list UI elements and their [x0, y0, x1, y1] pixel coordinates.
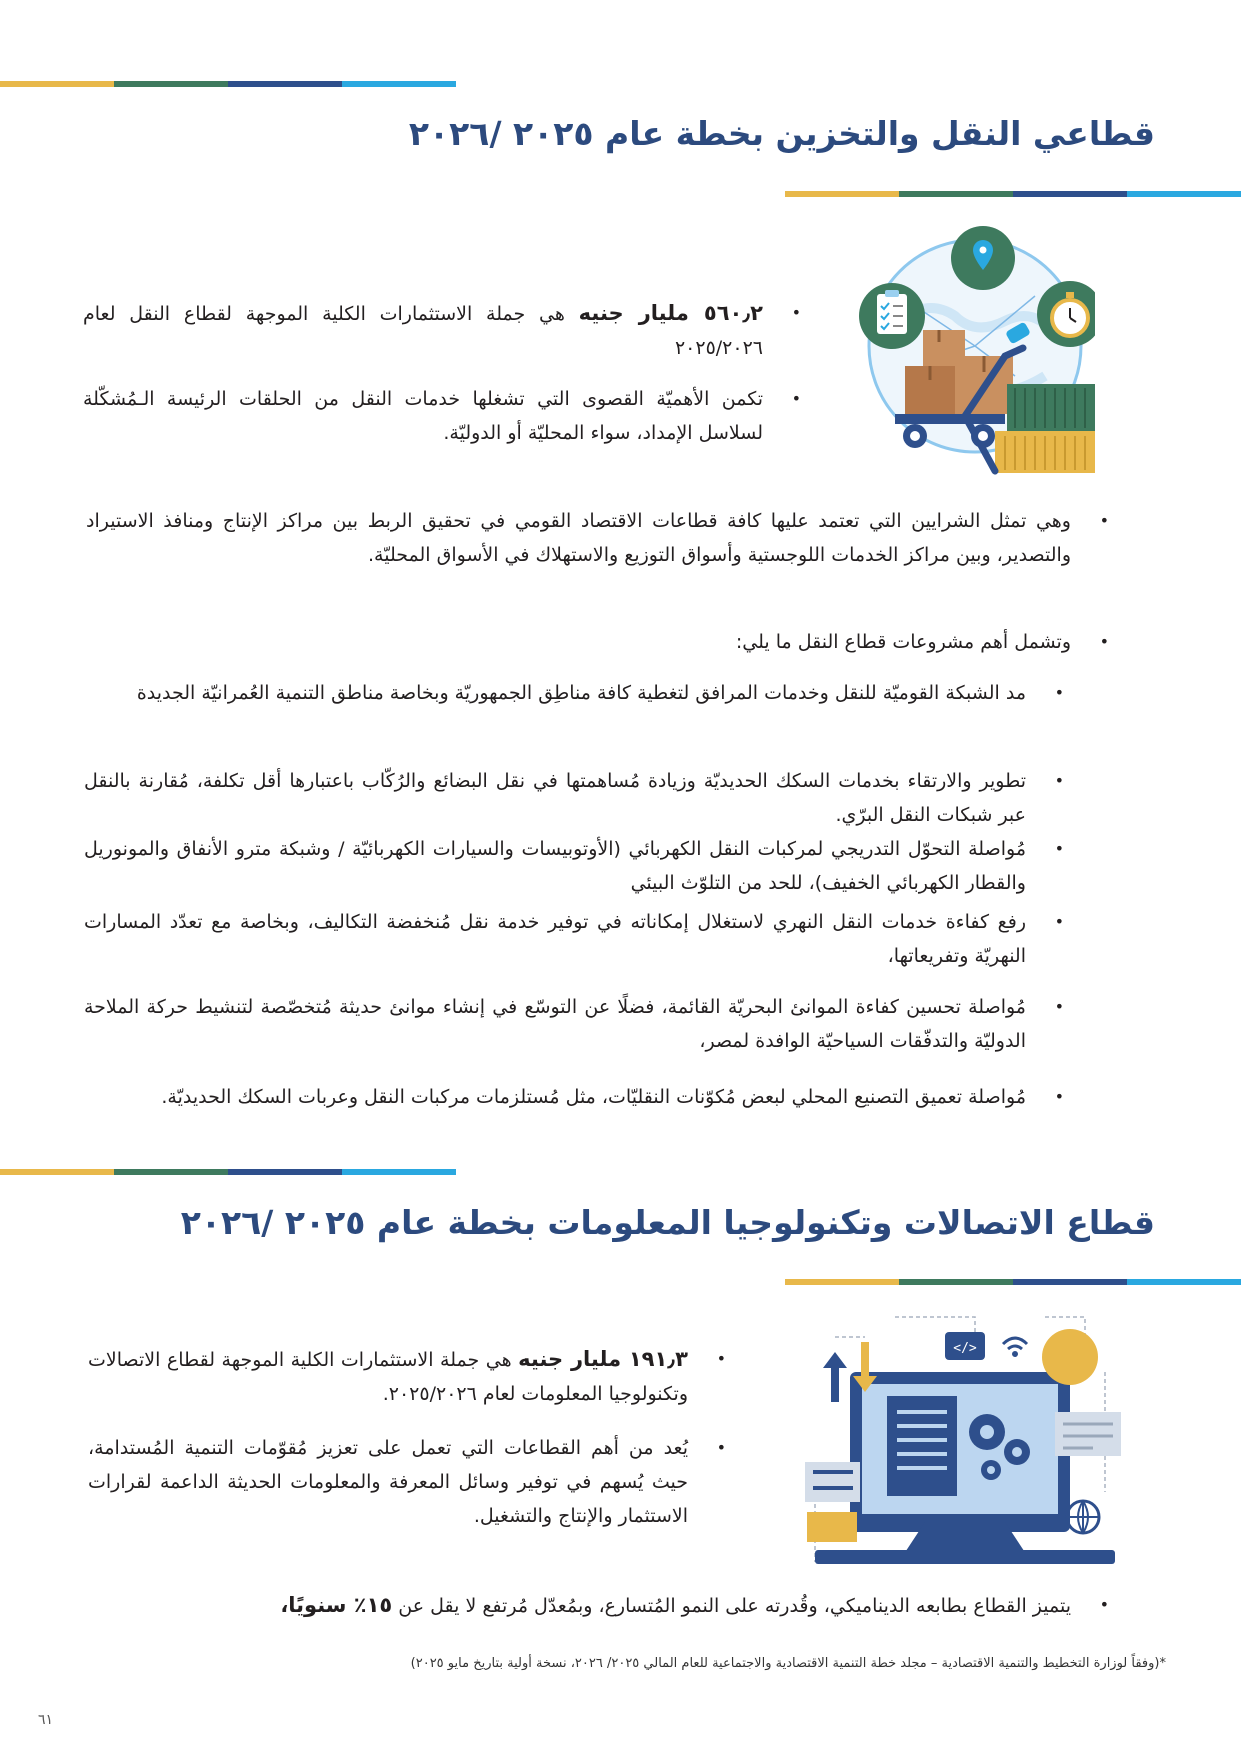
- location-pin-icon: [951, 226, 1015, 290]
- transport-projects-intro-text: وتشمل أهم مشروعات قطاع النقل ما يلي:: [735, 631, 1071, 653]
- ict-section-title: قطاع الاتصالات وتكنولوجيا المعلومات بخطة عام ٢٠٢٥ /٢٠٢٦: [180, 1203, 1155, 1242]
- project-item: [84, 990, 1064, 1058]
- transport-projects-intro: [86, 625, 1109, 659]
- title1-underline-stripe: [785, 191, 1241, 197]
- shipping-container-icon: [995, 384, 1095, 473]
- bullet-dot: •: [1054, 912, 1064, 931]
- project-item-text: مُواصلة التحوّل التدريجي لمركبات النقل الكهربائي (الأوتوبيسات والسيارات الكهربائيّة / وشبكة مترو الأنفاق والمونوريل والقطار الكهربائي الخفيف)، للحد من التلوّث البيئي: [84, 838, 1026, 894]
- transport-section-title: قطاعي النقل والتخزين بخطة عام ٢٠٢٥ /٢٠٢٦: [408, 114, 1155, 153]
- yellow-card: [807, 1512, 857, 1542]
- transport-importance-text: تكمن الأهميّة القصوى التي تشغلها خدمات النقل من الحلقات الرئيسة الـمُشكّلة لسلاسل الإمداد، سواء المحليّة أو الدوليّة.: [83, 388, 763, 444]
- transport-arteries-text: وهي تمثل الشرايين التي تعتمد عليها كافة قطاعات الاقتصاد القومي في تحقيق الربط بين مراكز الإنتاج ومنافذ الاستيراد والتصدير، وبين مراكز الخدمات اللوجستية وأسواق التوزيع والاستهلاك في الأسواق المحليّة.: [86, 510, 1071, 566]
- ict-investment-amount: ١٩١٫٣ مليار جنيه: [518, 1347, 688, 1371]
- ict-illustration: [805, 1312, 1125, 1568]
- bullet-dot: •: [1054, 997, 1064, 1016]
- mid-left-stripe: [0, 1169, 456, 1175]
- transport-bullet-investment: [83, 296, 801, 365]
- bullet-dot: •: [1054, 1087, 1064, 1106]
- ict-bullet-growth: [86, 1588, 1109, 1623]
- ict-bullet-importance: [88, 1431, 726, 1533]
- source-footnote: *(وفقاً لوزارة التخطيط والتنمية الاقتصادية – مجلد خطة التنمية الاقتصادية والاجتماعية للعام المالي ٢٠٢٥/ ٢٠٢٦، نسخة أولية بتاريخ مايو ٢٠٢٥): [410, 1656, 1166, 1671]
- transport-bullet-importance: [83, 382, 801, 450]
- bullet-dot: •: [716, 1438, 726, 1457]
- transport-illustration: [855, 226, 1095, 481]
- project-item-text: تطوير والارتقاء بخدمات السكك الحديديّة وزيادة مُساهمتها في نقل البضائع والرُكّاب باعتبارها أقل تكلفة، مُقارنة بالنقل عبر شبكات النقل البرّي.: [84, 770, 1026, 826]
- project-item: [84, 1080, 1064, 1114]
- page-number: ٦١: [38, 1712, 54, 1728]
- bullet-dot: •: [1054, 839, 1064, 858]
- project-item: [84, 764, 1064, 832]
- ict-importance-text: يُعد من أهم القطاعات التي تعمل على تعزيز مُقوّمات التنمية المُستدامة، حيث يُسهم في توفير وسائل المعرفة والمعلومات الحديثة الداعمة لقرارات الاستثمار والإنتاج والتشغيل.: [88, 1437, 688, 1527]
- title2-underline-stripe: [785, 1279, 1241, 1285]
- ict-growth-text: يتميز القطاع بطابعه الديناميكي، وقُدرته على النمو المُتسارع، وبمُعدّل مُرتفع لا يقل عن: [392, 1595, 1071, 1617]
- bullet-dot: •: [1099, 511, 1109, 530]
- project-item-text: مُواصلة تحسين كفاءة الموانئ البحريّة القائمة، فضلًا عن التوسّع في إنشاء موانئ حديثة مُتخصّصة لتنشيط حركة الملاحة الدوليّة والتدفّقات السياحيّة الوافدة لمصر،: [84, 996, 1026, 1052]
- sun-circle: [1042, 1329, 1098, 1385]
- project-item: [84, 905, 1064, 973]
- transport-investment-amount: ٥٦٠٫٢ مليار جنيه: [578, 301, 763, 325]
- bullet-dot: •: [716, 1349, 726, 1368]
- clipboard-checklist-icon: [859, 283, 925, 349]
- upload-arrow-icon: [823, 1352, 847, 1402]
- bullet-dot: •: [1099, 632, 1109, 651]
- ict-bullet-investment: [88, 1342, 726, 1411]
- bullet-dot: •: [1099, 1595, 1109, 1614]
- bullet-dot: •: [1054, 683, 1064, 702]
- bullet-dot: •: [1054, 771, 1064, 790]
- top-left-stripe: [0, 81, 456, 87]
- project-item: [84, 676, 1064, 710]
- bullet-dot: •: [791, 389, 801, 408]
- svg-text:</>: </>: [953, 1341, 977, 1356]
- wifi-icon: [1003, 1338, 1027, 1357]
- transport-bullet-arteries: [86, 504, 1109, 572]
- project-item-text: مد الشبكة القوميّة للنقل وخدمات المرافق لتغطية كافة مناطِق الجمهوريّة وبخاصة مناطق التنمية العُمرانيّة الجديدة: [136, 682, 1026, 704]
- ict-growth-rate: ١٥٪ سنويًا،: [280, 1593, 393, 1617]
- project-item-text: رفع كفاءة خدمات النقل النهري لاستغلال إمكاناته في توفير خدمة نقل مُنخفضة التكاليف، وبخاصة مع تعدّد المسارات النهريّة وتفريعاتها،: [84, 911, 1026, 967]
- project-item-text: مُواصلة تعميق التصنيع المحلي لبعض مُكوّنات النقليّات، مثل مُستلزمات مركبات النقل وعربات السكك الحديديّة.: [161, 1086, 1026, 1108]
- code-tag-icon: [945, 1332, 985, 1360]
- bullet-dot: •: [791, 303, 801, 322]
- project-item: [84, 832, 1064, 900]
- ict-investment-text: هي جملة الاستثمارات الكلية الموجهة لقطاع الاتصالات وتكنولوجيا المعلومات لعام ٢٠٢٥/٢٠٢٦.: [88, 1349, 688, 1405]
- chat-panel-left: [805, 1462, 860, 1502]
- globe-icon: [1067, 1501, 1099, 1533]
- transport-investment-text: هي جملة الاستثمارات الكلية الموجهة لقطاع النقل لعام ٢٠٢٥/٢٠٢٦: [83, 303, 763, 359]
